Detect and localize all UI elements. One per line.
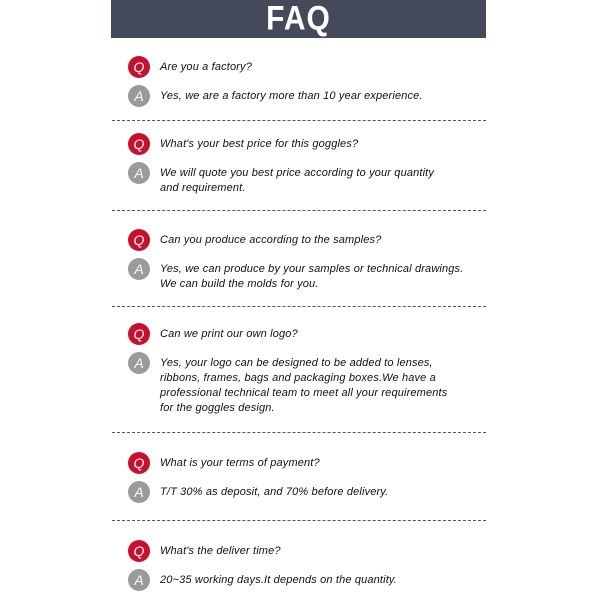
answer-line: T/T 30% as deposit, and 70% before delivery. [160, 486, 389, 498]
answer-text [160, 352, 447, 416]
answer-badge: A [128, 162, 150, 184]
answer-badge: A [128, 258, 150, 280]
question-badge: Q [128, 133, 150, 155]
divider [112, 306, 486, 307]
page-title: FAQ [266, 0, 331, 38]
answer-row [128, 352, 488, 416]
answer-line: Yes, your logo can be designed to be added to lenses, [160, 357, 433, 369]
answer-row [128, 481, 488, 503]
divider [112, 120, 486, 121]
answer-text [160, 85, 423, 104]
answer-line: ribbons, frames, bags and packaging boxes.We have a [160, 372, 436, 384]
answer-row [128, 85, 488, 107]
question-text: Can we print our own logo? [160, 328, 298, 340]
divider [112, 210, 486, 211]
answer-badge: A [128, 569, 150, 591]
faq-header [111, 0, 486, 38]
answer-badge: A [128, 352, 150, 374]
divider [112, 432, 486, 433]
question-row [128, 540, 488, 562]
faq-item [128, 229, 488, 292]
answer-line: professional technical team to meet all your requirements [160, 387, 448, 399]
faq-item [128, 56, 488, 107]
answer-line: for the goggles design. [160, 402, 275, 414]
answer-badge: A [128, 85, 150, 107]
question-text: Can you produce according to the samples? [160, 234, 382, 246]
answer-row [128, 569, 488, 591]
question-badge: Q [128, 56, 150, 78]
question-row [128, 56, 488, 78]
answer-text [160, 258, 463, 292]
answer-line: We can build the molds for you. [160, 278, 319, 290]
faq-item [128, 323, 488, 416]
question-badge: Q [128, 452, 150, 474]
question-text: What is your terms of payment? [160, 457, 320, 469]
answer-badge: A [128, 481, 150, 503]
answer-text [160, 162, 434, 196]
question-badge: Q [128, 229, 150, 251]
faq-item [128, 133, 488, 196]
answer-line: We will quote you best price according to your quantity [160, 167, 435, 179]
answer-text [160, 569, 397, 588]
answer-line: 20~35 working days.It depends on the quantity. [160, 574, 397, 586]
answer-line: Yes, we can produce by your samples or technical drawings. [160, 263, 464, 275]
faq-item [128, 540, 488, 591]
faq-item [128, 452, 488, 503]
question-text: Are you a factory? [160, 61, 252, 73]
answer-row [128, 162, 488, 196]
question-row [128, 229, 488, 251]
question-row [128, 133, 488, 155]
question-text: What's your best price for this goggles? [160, 138, 359, 150]
divider [112, 520, 486, 521]
answer-text [160, 481, 388, 500]
question-text: What's the deliver time? [160, 545, 281, 557]
question-row [128, 452, 488, 474]
question-row [128, 323, 488, 345]
question-badge: Q [128, 323, 150, 345]
answer-row [128, 258, 488, 292]
answer-line: and requirement. [160, 182, 246, 194]
answer-line: Yes, we are a factory more than 10 year experience. [160, 90, 423, 102]
question-badge: Q [128, 540, 150, 562]
